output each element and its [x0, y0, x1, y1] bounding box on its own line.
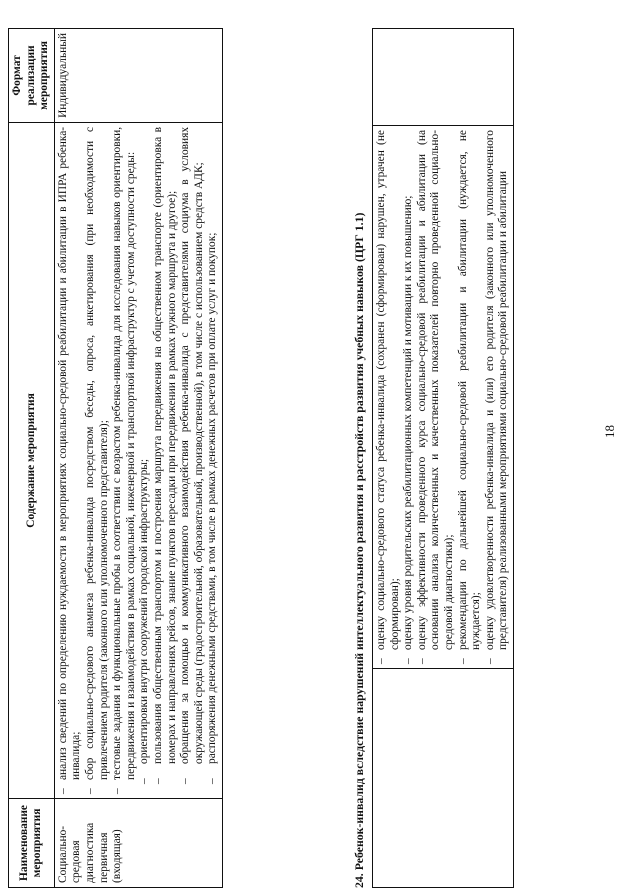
page-number: 18 — [602, 425, 617, 438]
list-item: – оценку эффективности проведенного курса социально-средовой реабилитации и абилитации (на основании анализа количественных и качественных показателей повторно проведенной социально-средовой диагностики); — [416, 130, 457, 664]
list-subitem: – ориентировки внутри сооружений городской инфраструктуры; — [138, 127, 152, 794]
list-item: – анализ сведений по определению нуждаемости в мероприятиях социально-средовой реабилитации и абилитации в ИПРА ребенка-инвалида; — [57, 127, 84, 794]
header-name: Наименование мероприятия — [9, 799, 55, 888]
continuation-table — [372, 28, 514, 888]
continuation-list — [375, 130, 511, 664]
table-row — [373, 29, 514, 888]
activity-name: Социально-средовая диагностика первичная (входящая) — [54, 799, 222, 888]
activity-content — [54, 122, 222, 798]
list-item: – тестовые задания и функциональные пробы в соответствии с возрастом ребенка-инвалида для исследования навыков ориентировки, передвижения и взаимодействия в рамках социальной, инженерной и транспортной инфраструктур с учетом доступности среды: — [111, 127, 138, 794]
list-item: – оценку социально-средового статуса ребенка-инвалида (сохранен (сформирован) нарушен, утрачен (не сформирован); — [375, 130, 402, 664]
list-subitem: – пользования общественным транспортом и построения маршрута передвижения на общественном транспорте (ориентировка в номерах и направлениях рейсов, знание пунктов пересадки при передвижении в рамках нужного маршрута и другое); — [152, 127, 179, 794]
list-item: – сбор социально-средового анамнеза ребенка-инвалида посредством беседы, опроса, анкетирования (при необходимости с привлечением родителя (законного или уполномоченного представителя); — [84, 127, 111, 794]
empty-name-cell — [373, 669, 514, 888]
list-item: – оценку уровня родительских реабилитационных компетенций и мотивации к их повышению; — [402, 130, 416, 664]
header-row — [9, 29, 55, 888]
continuation-content-cell — [373, 126, 514, 669]
activity-table — [8, 28, 223, 888]
activity-format: Индивидуальный — [54, 29, 222, 123]
header-format: Формат реализации мероприятия — [9, 29, 55, 123]
list-item: – оценку удовлетворенности ребенка-инвалида и (или) его родителя (законного или уполномоченного представителя) реализованными мероприятиями социально-средовой реабилитации и абилитации — [484, 130, 511, 664]
section-heading: 24. Ребенок-инвалид вследствие нарушений интеллектуального развития и расстройств развития учебных навыков (ЦРГ 1.1) — [352, 212, 366, 888]
list-subitem: – распоряжения денежными средствами, в том числе в рамках денежных расчетов при оплате услуг и покупок; — [206, 127, 220, 794]
list-item: – рекомендации по дальнейшей социально-средовой реабилитации и абилитации (нуждается, не нуждается); — [457, 130, 484, 664]
table-row — [54, 29, 222, 888]
header-content: Содержание мероприятия — [9, 122, 55, 798]
list-subitem: – обращения за помощью и коммуникативного взаимодействия ребенка-инвалида с представителями социума в условиях окружающей среды (градостроительной, образовательной, производственной), в том числе с использованием средств АДК; — [179, 127, 206, 794]
activity-list — [57, 127, 220, 794]
empty-format-cell — [373, 29, 514, 126]
